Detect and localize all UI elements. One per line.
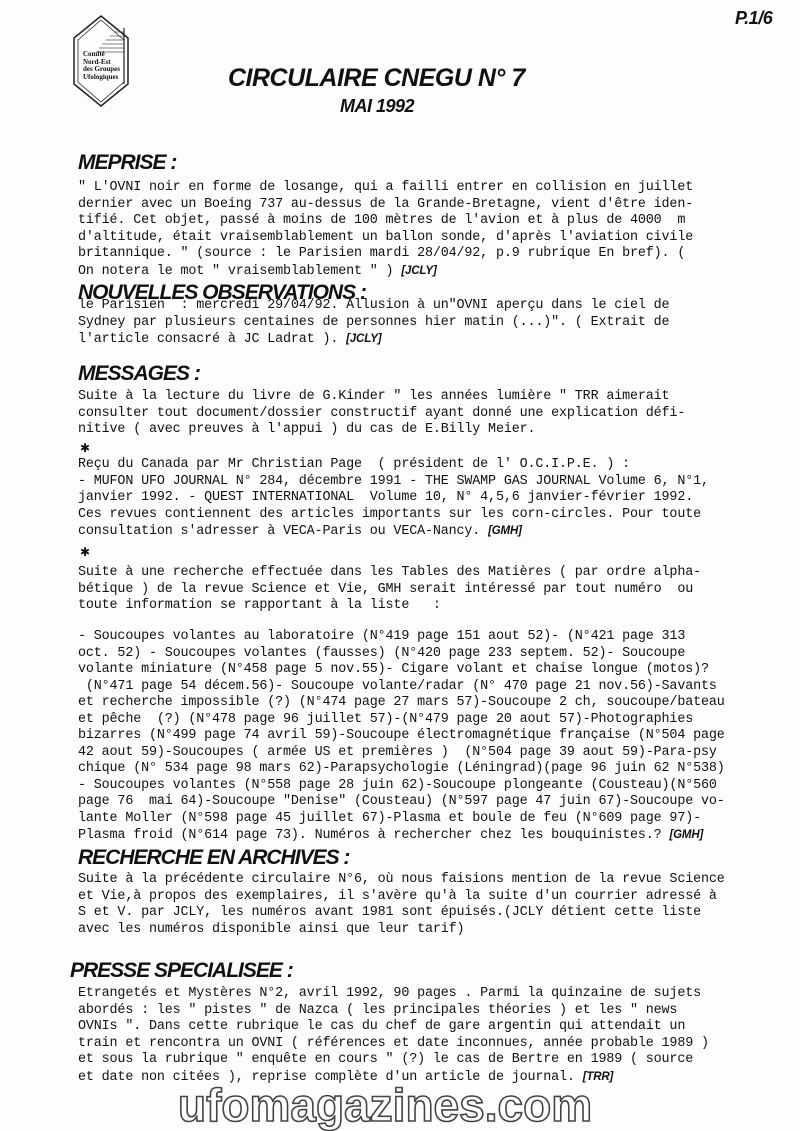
text-line [78, 679, 725, 696]
text-line [78, 598, 701, 615]
text-line [78, 263, 693, 281]
text-line-content: avec les numéros disponible ainsi que leur tarif) [78, 921, 465, 937]
logo-line: Nord-Est [83, 57, 111, 66]
text-line-content: On notera le mot " vraisemblablement " ) [78, 263, 402, 279]
text-line [78, 1052, 709, 1069]
author-signature: [JCLY] [401, 264, 437, 277]
text-line-content: " L'OVNI noir en forme de losange, qui a failli entrer en collision en juillet [78, 180, 694, 195]
text-line [78, 582, 701, 599]
text-line [78, 523, 709, 541]
author-signature: [TRR] [582, 1070, 614, 1083]
text-line-content: Plasma froid (N°614 page 73). Numéros à rechercher chez les bouquinistes.? [78, 828, 670, 843]
text-line-content: et date non citées ), reprise complète d'un article de journal. [78, 1069, 583, 1085]
text-line-content: oct. 52) - Soucoupes volantes (fausses) (N°420 page 233 septem. 52)- Soucoupe [78, 645, 686, 661]
text-line-content: toute information se rapportant à la liste : [78, 598, 441, 613]
section-body [78, 298, 669, 349]
text-line [78, 761, 725, 778]
text-line-content: Suite à la lecture du livre de G.Kinder " les années lumière " TRR aimerait [78, 389, 670, 404]
text-line-content: Sydney par plusieurs centaines de personnes hier matin (...)". ( Extrait de [78, 314, 670, 330]
text-line-content: bétique ) de la revue Science et Vie, GMH serait intéressé par tout numéro ou [78, 581, 694, 597]
text-line [78, 728, 725, 745]
page-number: P.1/6 [735, 8, 773, 28]
text-line-content: OVNIs ". Dans cette rubrique le cas du chef de gare argentin qui attendait un [78, 1019, 686, 1034]
section-body [78, 872, 725, 938]
text-line [78, 406, 685, 423]
text-line-content: - MUFON UFO JOURNAL N° 284, décembre 1991 - THE SWAMP GAS JOURNAL Volume 6, N°1, [78, 473, 709, 489]
text-line [78, 872, 725, 889]
text-line-content: train et rencontra un OVNI ( références et date inconnues, année probable 1989 ) [78, 1035, 709, 1051]
author-signature: [JCLY] [346, 333, 382, 345]
text-line-content: Ces revues contiennent des articles importants sur les corn-circles. Pour toute [78, 506, 701, 522]
section-body [78, 389, 685, 439]
text-line [78, 490, 709, 507]
text-line-content: britannique. " (source : le Parisien mardi 28/04/92, p.9 rubrique En bref). ( [78, 246, 686, 261]
text-line [78, 1036, 709, 1053]
text-line-content: d'altitude, était vraisemblablement un ballon sonde, d'après l'aviation civile [78, 229, 694, 245]
text-line [78, 1019, 709, 1036]
text-line-content: (N°471 page 54 décem.56)- Soucoupe volante/radar (N° 470 page 21 nov.56)-Savants [78, 678, 717, 694]
text-line [78, 565, 701, 582]
text-line-content: nitive ( avec preuves à l'appui ) du cas de E.Billy Meier. [78, 422, 536, 437]
text-line [78, 662, 725, 679]
text-line-content: page 76 mai 64)-Soucoupe "Denise" (Cousteau) (N°597 page 47 juin 67)-Soucoupe vo- [78, 794, 725, 809]
text-line-content: Etrangetés et Mystères N°2, avril 1992, 90 pages . Parmi la quinzaine de sujets [78, 986, 701, 1001]
section-body [78, 629, 725, 845]
section-heading: NOUVELLES OBSERVATIONS : [78, 281, 366, 304]
text-line-content: bizarres (N°499 page 74 avril 59)-Soucoupe électromagnétique française (N°504 page [78, 728, 725, 743]
text-line-content: et Vie,à propos des exemplaires, il s'avère qu'à la suite d'un courrier adressé à [78, 888, 717, 904]
text-line [78, 889, 725, 906]
text-line-content: S et V. par JCLY, les numéros avant 1981 sont épuisés.(JCLY détient cette liste [78, 905, 701, 920]
document-date: MAI 1992 [340, 96, 415, 116]
section-heading: MEPRISE : [78, 151, 177, 174]
text-line [78, 457, 709, 474]
section-body [78, 180, 693, 280]
text-line [78, 315, 669, 332]
text-line-content: dernier avec un Boeing 737 au-dessus de la Grande-Bretagne, vient d'être iden- [78, 196, 694, 212]
document-title: CIRCULAIRE CNEGU N° 7 [228, 64, 525, 92]
text-line-content: Suite à la précédente circulaire N°6, où nous faisions mention de la revue Science [78, 872, 725, 887]
author-signature: [GMH] [488, 525, 522, 537]
text-line-content: consulter tout document/dossier constructif ayant donné une explication défi- [78, 405, 686, 421]
text-line [78, 298, 669, 315]
text-line [78, 230, 693, 247]
text-line [78, 629, 725, 646]
section-heading: MESSAGES : [78, 362, 200, 385]
text-line-content: le Parisien : mercredi 29/04/92. Allusion à un"OVNI aperçu dans le ciel de [78, 298, 670, 313]
text-line-content: et sous la rubrique " enquête en cours " (?) le cas de Bertre en 1989 ( source [78, 1052, 694, 1067]
text-line-content: Reçu du Canada par Mr Christian Page ( président de l' O.C.I.P.E. ) : [78, 457, 630, 472]
text-line-content: tifié. Cet objet, passé à moins de 100 mètres de l'avion et à plus de 4000 m [78, 213, 686, 228]
text-line [78, 422, 685, 439]
text-line [78, 646, 725, 663]
text-line-content: 42 aout 59)-Soucoupes ( armée US et premières ) (N°504 page 39 aout 59)-Para-psy [78, 744, 717, 760]
separator-star-icon: ✱ [80, 545, 91, 559]
watermark: ufomagazines.com [178, 1079, 593, 1131]
text-line [78, 1003, 709, 1020]
text-line [78, 778, 725, 795]
text-line [78, 986, 709, 1003]
section-body [78, 986, 709, 1086]
text-line-content: janvier 1992. - QUEST INTERNATIONAL Volume 10, N° 4,5,6 janvier-février 1992. [78, 490, 694, 505]
text-line-content: - Soucoupes volantes (N°558 page 28 juin 62)-Soucoupe plongeante (Cousteau)(N°560 [78, 777, 717, 793]
logo-line: Comité [83, 50, 105, 58]
text-line [78, 331, 669, 349]
section-body [78, 565, 701, 615]
text-line [78, 180, 693, 197]
section-body [78, 457, 709, 541]
text-line-content: consultation s'adresser à VECA-Paris ou VECA-Nancy. [78, 524, 489, 539]
logo-text [83, 51, 120, 81]
text-line [78, 507, 709, 524]
text-line-content: l'article consacré à JC Ladrat ). [78, 332, 347, 347]
logo-line: Ufologiques [83, 72, 119, 81]
text-line-content: lante Moller (N°598 page 45 juillet 67)-Plasma et boule de feu (N°609 page 97)- [78, 810, 701, 826]
text-line [78, 712, 725, 729]
author-signature: [GMH] [669, 829, 704, 841]
section-heading: RECHERCHE EN ARCHIVES : [78, 846, 350, 869]
text-line [78, 474, 709, 491]
text-line [78, 811, 725, 828]
text-line [78, 197, 693, 214]
text-line [78, 827, 725, 845]
section-heading: PRESSE SPECIALISEE : [70, 959, 293, 982]
text-line-content: - Soucoupes volantes au laboratoire (N°419 page 151 aout 52)- (N°421 page 313 [78, 629, 686, 644]
text-line [78, 905, 725, 922]
text-line [78, 745, 725, 762]
text-line-content: volante miniature (N°458 page 5 nov.55)- Cigare volant et chaise longue (motos)? [78, 662, 709, 677]
text-line-content: chique (N° 534 page 98 mars 62)-Parapsychologie (Léningrad)(page 96 juin 62 N°538) [78, 761, 725, 776]
text-line-content: Suite à une recherche effectuée dans les Tables des Matières ( par ordre alpha- [78, 565, 701, 580]
text-line [78, 213, 693, 230]
text-line [78, 794, 725, 811]
text-line-content: et recherche impossible (?) (N°474 page 27 mars 57)-Soucoupe 2 ch, soucoupe/bateau [78, 695, 725, 710]
text-line [78, 695, 725, 712]
text-line [78, 246, 693, 263]
text-line-content: et pêche (?) (N°478 page 96 juillet 57)-(N°479 page 20 aout 57)-Photographies [78, 711, 694, 727]
text-line [78, 389, 685, 406]
logo-line: des Groupes [83, 65, 121, 73]
separator-star-icon: ✱ [80, 441, 91, 455]
text-line-content: abordés : les " pistes " de Nazca ( les principales théories ) et les " news [78, 1002, 678, 1018]
text-line [78, 922, 725, 939]
